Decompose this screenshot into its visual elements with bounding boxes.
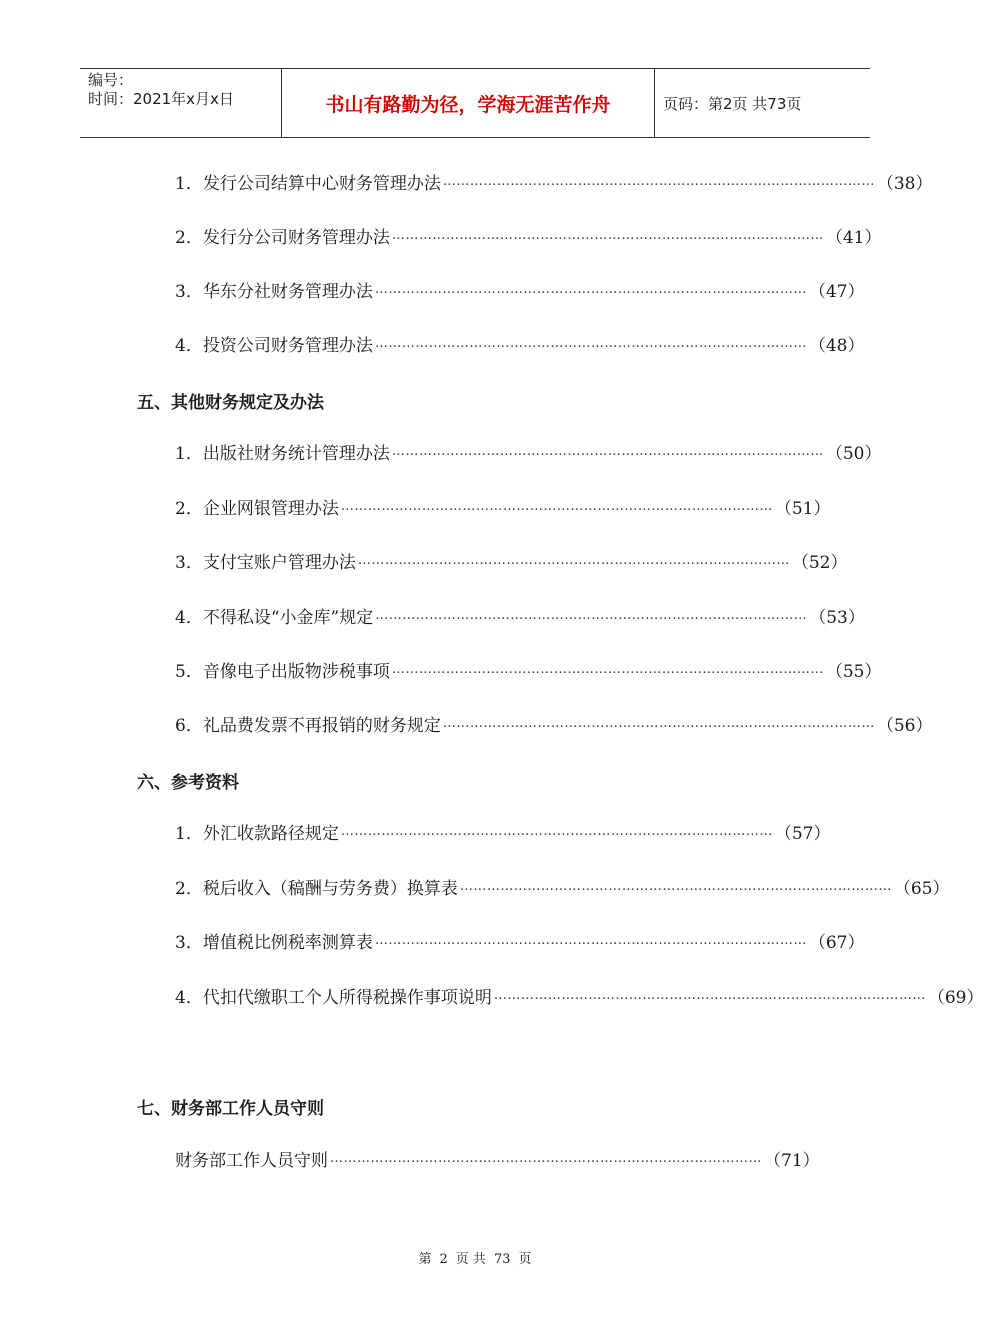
footer-mid: 页 共 <box>455 1252 486 1267</box>
toc-entry-number: 4． <box>175 987 203 1008</box>
toc-entry-page: （65） <box>893 878 950 899</box>
toc-entry <box>175 656 882 682</box>
toc-entry-number: 1． <box>175 173 203 194</box>
toc-entry-number: 3． <box>175 552 203 573</box>
toc-entry <box>175 547 848 573</box>
toc-entry-number: 3． <box>175 281 203 302</box>
toc-leader-dots: …………………………………………………………………………………… <box>357 552 790 568</box>
toc-leader-dots: …………………………………………………………………………………… <box>374 281 807 297</box>
toc-entry-page: （55） <box>825 661 882 682</box>
toc-entry <box>175 927 865 953</box>
toc-entry-title: 企业网银管理办法 <box>202 498 339 519</box>
toc-leader-dots: …………………………………………………………………………………… <box>374 335 807 351</box>
toc-entry-number: 1． <box>175 443 203 464</box>
header-meta <box>80 69 282 137</box>
toc-entry-number: 4． <box>175 607 203 628</box>
toc-entry-number: 2． <box>175 498 203 519</box>
toc-entry-title: 发行公司结算中心财务管理办法 <box>202 173 441 194</box>
toc-entry-title: 音像电子出版物涉税事项 <box>202 661 390 682</box>
toc-entry-page: （71） <box>764 1150 820 1171</box>
footer-total: 73 <box>493 1252 511 1267</box>
toc-entry-title: 税后收入（稿酬与劳务费）换算表 <box>202 878 458 899</box>
toc-entry-page: （56） <box>876 715 933 736</box>
toc-entry-number: 2． <box>175 227 203 248</box>
code-label: 编号： <box>88 71 134 89</box>
toc-entry-number: 3． <box>175 932 203 953</box>
toc-entry-page: （57） <box>774 823 831 844</box>
toc-entry-page: （47） <box>808 281 865 302</box>
toc-entry-title: 支付宝账户管理办法 <box>202 552 356 573</box>
footer-suffix: 页 <box>518 1252 532 1267</box>
toc-leader-dots: …………………………………………………………………………………… <box>391 443 824 459</box>
toc-entry-title: 外汇收款路径规定 <box>202 823 339 844</box>
toc-leader-dots: …………………………………………………………………………………… <box>374 932 807 948</box>
toc-entry-title: 礼品费发票不再报销的财务规定 <box>202 715 441 736</box>
toc-entry-title: 发行分公司财务管理办法 <box>202 227 390 248</box>
toc-entry-number: 4． <box>175 335 203 356</box>
toc-entry-title: 华东分社财务管理办法 <box>202 281 373 302</box>
toc-entry <box>175 982 983 1008</box>
toc-entry-page: （67） <box>808 932 865 953</box>
toc-entry-page: （52） <box>791 552 848 573</box>
toc-entry <box>175 602 865 628</box>
toc-leader-dots: …………………………………………………………………………………… <box>340 823 773 839</box>
toc-leader-dots: …………………………………………………………………………………… <box>442 173 875 189</box>
page-footer <box>0 1248 950 1267</box>
toc-entry-title: 不得私设“小金库”规定 <box>202 607 374 628</box>
toc-entry-title: 出版社财务统计管理办法 <box>202 443 390 464</box>
toc-entry <box>175 493 831 519</box>
toc-entry <box>175 276 865 302</box>
toc-entry-number: 5． <box>175 661 203 682</box>
toc-leader-dots: …………………………………………………………………………………… <box>459 878 892 894</box>
toc-entry-page: （41） <box>825 227 882 248</box>
toc-entry-page: （51） <box>774 498 831 519</box>
toc-entry-page: （53） <box>809 607 865 628</box>
header-slogan: 书山有路勤为径，学海无涯苦作舟 <box>282 69 655 137</box>
toc-leader-dots: …………………………………………………………………………………… <box>330 1150 762 1166</box>
toc-entry-number: 6． <box>175 715 203 736</box>
toc-leader-dots: …………………………………………………………………………………… <box>391 227 824 243</box>
toc-entry-number: 2． <box>175 878 203 899</box>
toc-entry <box>175 873 950 899</box>
toc-entry <box>175 168 933 194</box>
section-heading-6: 六、参考资料 <box>137 773 239 793</box>
footer-prefix: 第 <box>418 1252 432 1267</box>
section-heading-7: 七、财务部工作人员守则 <box>137 1099 324 1119</box>
toc-entry-number: 1． <box>175 823 203 844</box>
toc-leader-dots: …………………………………………………………………………………… <box>493 987 926 1003</box>
toc-entry <box>175 222 882 248</box>
toc-entry-page: （48） <box>808 335 865 356</box>
toc-entry <box>175 330 865 356</box>
header-page-label: 页码：第2页 共73页 <box>663 94 802 113</box>
time-label: 时间：2021年x月x日 <box>88 90 234 108</box>
toc-leader-dots: …………………………………………………………………………………… <box>340 498 773 514</box>
toc-leader-dots: …………………………………………………………………………………… <box>375 607 808 623</box>
toc-leader-dots: …………………………………………………………………………………… <box>442 715 875 731</box>
toc-leader-dots: …………………………………………………………………………………… <box>391 661 824 677</box>
toc-entry-page: （69） <box>927 987 983 1008</box>
toc-entry <box>175 438 882 464</box>
footer-page: 2 <box>439 1252 448 1267</box>
toc-entry-title: 投资公司财务管理办法 <box>202 335 373 356</box>
toc-entry <box>175 818 831 844</box>
toc-entry <box>175 1145 820 1171</box>
toc-entry-title: 增值税比例税率测算表 <box>202 932 373 953</box>
toc-entry <box>175 710 933 736</box>
page-header <box>80 68 870 138</box>
toc-entry-title: 代扣代缴职工个人所得税操作事项说明 <box>202 987 492 1008</box>
toc-entry-page: （50） <box>825 443 882 464</box>
section-heading-5: 五、其他财务规定及办法 <box>137 393 324 413</box>
toc-entry-page: （38） <box>876 173 933 194</box>
toc-entry-title: 财务部工作人员守则 <box>175 1150 328 1171</box>
